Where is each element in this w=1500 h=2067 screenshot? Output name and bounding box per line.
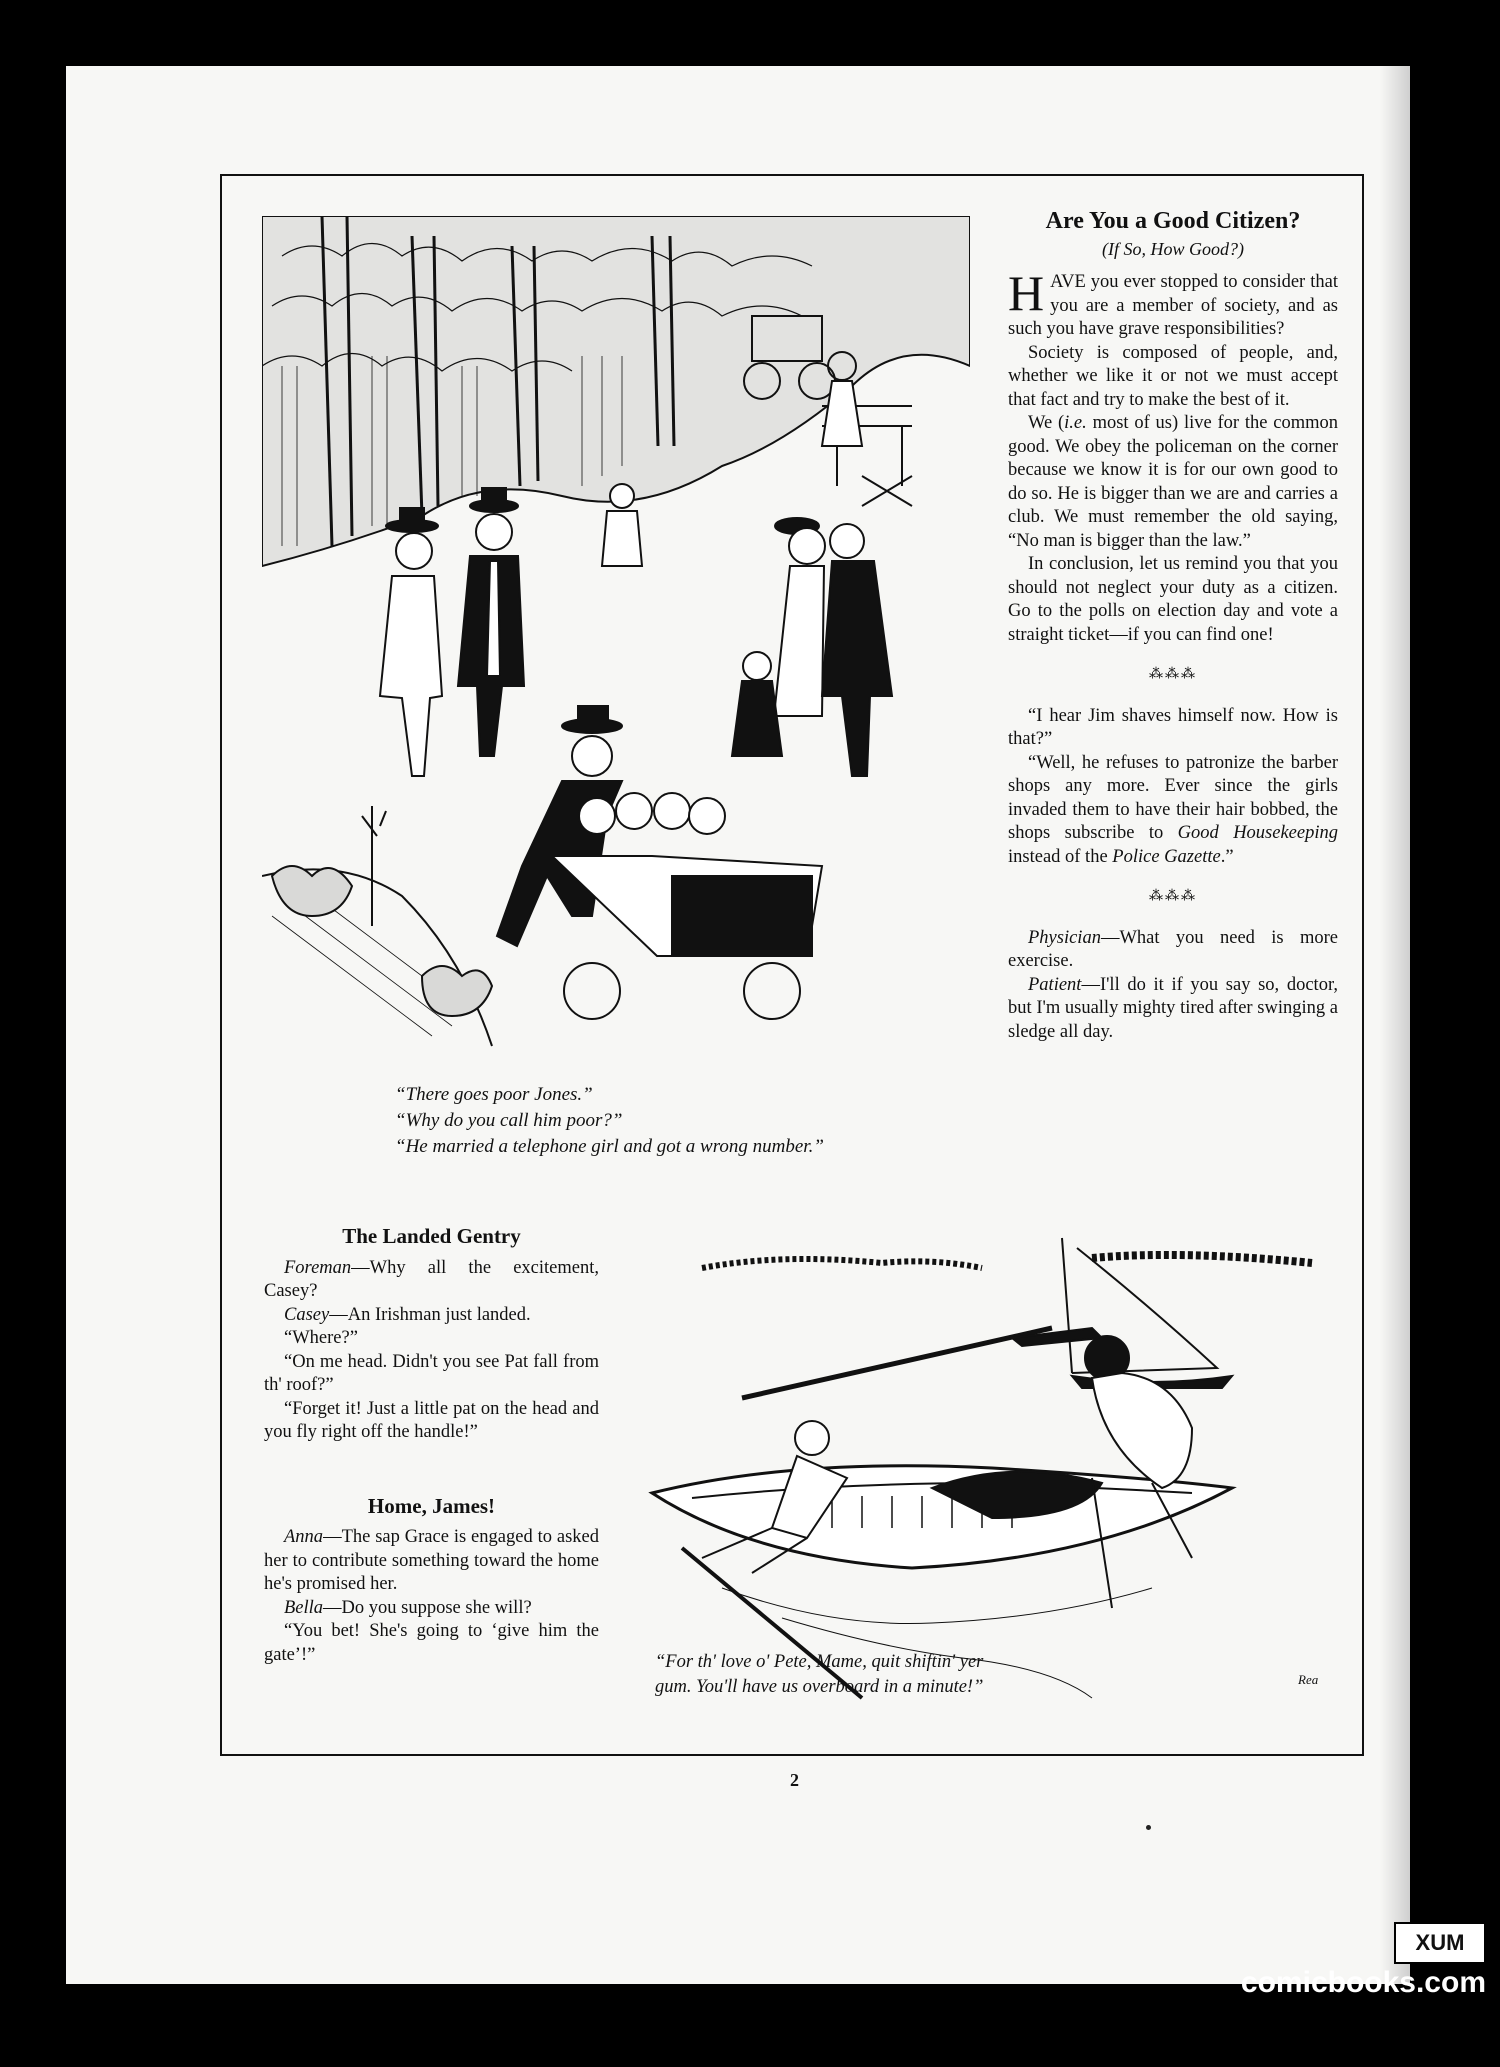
speaker-bella: Bella (284, 1597, 324, 1618)
page-edge-strip (1410, 66, 1450, 1984)
article-title: Are You a Good Citizen? (1045, 208, 1301, 234)
patient-text: —I'll do it if you say so, doctor, but I'm usually mighty tired after swinging a sledge all day. (1008, 974, 1338, 1042)
gentry-line-5: “Forget it! Just a little pat on the head and you fly right off the handle!” (264, 1398, 599, 1442)
landed-gentry-title: The Landed Gentry (342, 1224, 521, 1248)
magazine-good-housekeeping: Good Housekeeping (1177, 823, 1338, 843)
physician-line (1008, 927, 1338, 974)
article-paragraph-4: In conclusion, let us remind you that you should not neglect your duty as a citizen. Go to the polls on election day and vote a straight ticket—if you can find one! (1008, 554, 1338, 645)
rowboat-caption-text: “For th' love o' Pete, Mame, quit shiftin' yer gum. You'll have us overboard in a minute!” (655, 1652, 984, 1697)
rowboat-cartoon-caption (655, 1650, 1020, 1700)
rowboat-cartoon-illustration (632, 1228, 1347, 1708)
bella-line (264, 1597, 599, 1621)
article-paragraph-2: Society is composed of people, and, whether we like it or not we must accept that fact and try to make the best of it. (1008, 342, 1338, 410)
ink-speck (1146, 1825, 1151, 1830)
home-james-line-3: “You bet! She's going to ‘give him the gate’!” (264, 1621, 599, 1665)
speaker-casey: Casey (284, 1304, 330, 1325)
park-cartoon-caption (395, 1082, 840, 1160)
speaker-anna: Anna (284, 1527, 324, 1547)
barber-text-c: .” (1220, 846, 1234, 867)
speaker-patient: Patient (1028, 974, 1082, 995)
anna-text: —The sap Grace is engaged to asked her to contribute something toward the home he's promised her. (264, 1527, 599, 1594)
caption-line-1: “There goes poor Jones.” (395, 1084, 593, 1105)
foreman-line (264, 1257, 599, 1304)
magazine-police-gazette: Police Gazette (1112, 846, 1221, 867)
article-paragraph-1 (1008, 265, 1338, 342)
gutter-shadow (1380, 66, 1410, 1984)
watermark-badge: XUM (1394, 1922, 1486, 1964)
page-number: 2 (790, 1770, 799, 1790)
home-james-title: Home, James! (367, 1493, 496, 1518)
article-subtitle: (If So, How Good?) (1102, 238, 1244, 259)
caption-line-3: “He married a telephone girl and got a wrong number.” (395, 1136, 824, 1157)
casey-text: —An Irishman just landed. (329, 1304, 531, 1325)
artist-signature: Rea (1298, 1672, 1319, 1687)
section-separator-2: ⁂⁂⁂ (1149, 889, 1197, 904)
foreman-text: —Why all the excitement, Casey? (264, 1257, 599, 1301)
patient-line (1008, 974, 1338, 1045)
right-column-text (1008, 210, 1338, 1044)
speaker-physician: Physician (1028, 927, 1101, 948)
barber-text-b: instead of the (1008, 846, 1113, 867)
anna-line (264, 1526, 599, 1597)
physician-text: —What you need is more exercise. (1008, 927, 1338, 971)
p3-ie: i.e. (1064, 413, 1087, 433)
drop-cap: H (1008, 265, 1045, 321)
article-paragraph-1-text: AVE you ever stopped to consider that you are a member of society, and as such you have grave responsibilities? (1008, 272, 1338, 339)
barber-joke-line-1: “I hear Jim shaves himself now. How is that?” (1008, 705, 1338, 749)
left-bottom-column-text (264, 1225, 599, 1667)
casey-line (264, 1304, 599, 1328)
gentry-line-3: “Where?” (284, 1328, 358, 1348)
caption-line-2: “Why do you call him poor?” (395, 1110, 623, 1131)
barber-joke-line-2 (1008, 752, 1338, 870)
gentry-line-4: “On me head. Didn't you see Pat fall from th' roof?” (264, 1351, 599, 1395)
p3-start: We ( (1028, 413, 1065, 433)
watermark-site: comicbooks.com (1240, 1966, 1486, 1999)
park-cartoon-illustration (262, 216, 970, 1068)
barber-text-a: “Well, he refuses to patronize the barber shops any more. Ever since the girls invaded them to have their hair bobbed, the shops subscribe to (1008, 752, 1338, 843)
speaker-foreman: Foreman (284, 1257, 352, 1278)
p3-end: most of us) live for the common good. We obey the policeman on the corner because we know it is for our own good to do so. He is bigger than we are and carries a club. We must remember the old saying, “No man is bigger than the law.” (1008, 413, 1338, 551)
section-separator-1: ⁂⁂⁂ (1149, 667, 1197, 682)
article-paragraph-3 (1008, 412, 1338, 553)
bella-text: —Do you suppose she will? (323, 1597, 532, 1618)
